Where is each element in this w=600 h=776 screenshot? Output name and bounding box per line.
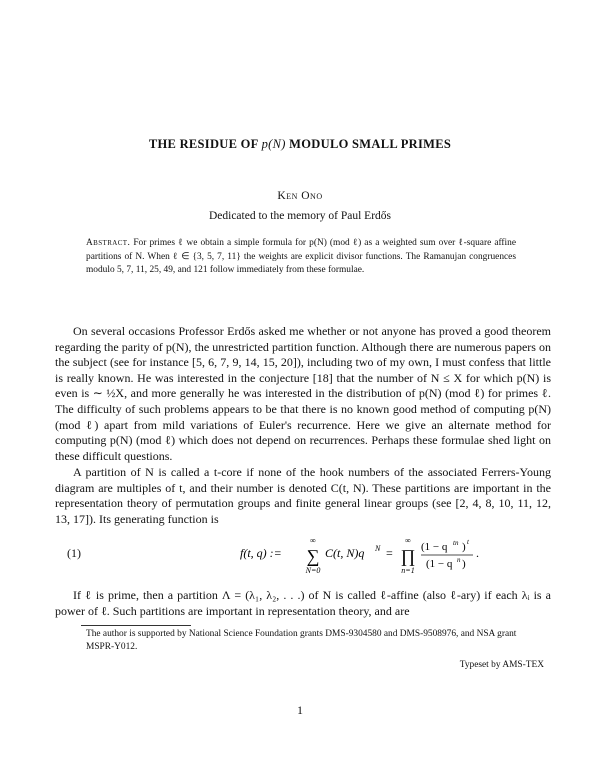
eq-sum-exp: N (375, 544, 381, 553)
paragraph-3-text: If ℓ is prime, then a partition Λ = (λ₁, λ₂, . . .) of N is called ℓ-affine (also ℓ-ary) if each λᵢ is a power of ℓ. Such partitions are important in representation theory, and are (55, 588, 551, 618)
eq-prod-sign: ∏ (400, 546, 416, 566)
title-text: THE RESIDUE OF (148, 137, 259, 151)
title-tail: MODULO SMALL PRIMES (289, 137, 452, 151)
page-number: 1 (297, 703, 303, 717)
paragraph-1-text: On several occasions Professor Erdős asked me whether or not anyone has proved a good theorem regarding the parity of p(N), the unrestricted partition function. Although there are numerous papers on the subject (see for instance [5, 6, 7, 9, 14, 15, 20]), including two of my own, I must confess that little is really known. He was interested in the conjecture [18] that the number of N ≤ X for which p(N) is even is ∼ ½X, and more generally he was interested in the distribution of p(N) (mod ℓ) for primes ℓ. The difficulty of such problems appears to be that there is no known good method of computing p(N) (mod ℓ) apart from mild variations of Euler's recurrence. Here we give an alternate method for computing p(N) (mod ℓ) which does not depend on recurrences. Perhaps these formulae shed light on these difficult questions. (55, 324, 551, 463)
eq-numerator: (1 − q (421, 541, 448, 553)
eq-period: . (476, 546, 479, 560)
eq-sum-body: C(t, N)q (325, 546, 365, 560)
footnote-rule (81, 625, 191, 626)
eq-num-tail: ) (462, 541, 466, 553)
eq-lhs: f(t, q) := (240, 546, 282, 560)
footnote (86, 628, 546, 654)
eq-num-power: t (467, 538, 469, 546)
footnote-text: The author is supported by National Science Foundation grants DMS-9304580 and DMS-9508976, and NSA grant MSPR-Y012. (86, 629, 517, 652)
title-math: p(N) (261, 137, 286, 151)
paragraph-2-text: A partition of N is called a t-core if none of the hook numbers of the associated Ferrers-Young diagram are multiples of t, and their number is denoted C(t, N). These partitions are important in the representation theory of permutation groups and finite general linear groups (see [2, 4, 8, 10, 11, 12, 13, 17]). Its generating function is (55, 465, 551, 526)
eq-denominator: (1 − q (426, 558, 453, 570)
equation-formula (240, 530, 540, 580)
abstract-text: For primes ℓ we obtain a simple formula for p(N) (mod ℓ) as a weighted sum over ℓ-square affine partitions of N. When ℓ ∈ {3, 5, 7, 11} the weights are explicit divisor functions. The Ramanujan congruences modulo 5, 7, 11, 25, 49, and 121 follow immediately from these formulae. (86, 238, 517, 276)
abstract-label: Abstract. (86, 238, 131, 248)
eq-prod-top: ∞ (405, 536, 411, 545)
paragraph-3 (55, 588, 551, 619)
eq-den-exp: n (457, 556, 461, 564)
paragraph-1 (55, 324, 551, 464)
equation-1 (55, 530, 551, 580)
typeset-note: Typeset by AMS-TEX (459, 660, 544, 670)
equation-number: (1) (67, 546, 81, 560)
eq-sum-top: ∞ (310, 536, 316, 545)
eq-prod-bottom: n=1 (401, 566, 415, 575)
eq-den-tail: ) (462, 558, 466, 570)
dedication: Dedicated to the memory of Paul Erdős (208, 210, 392, 222)
eq-sum-bottom: N=0 (305, 566, 321, 575)
paper-title (0, 137, 600, 152)
eq-sum-sign: ∑ (306, 546, 320, 566)
author-name: Ken Ono (277, 190, 323, 202)
paragraph-2 (55, 465, 551, 527)
eq-num-exp: tn (453, 539, 459, 547)
eq-equals: = (386, 546, 393, 560)
abstract (86, 237, 516, 278)
